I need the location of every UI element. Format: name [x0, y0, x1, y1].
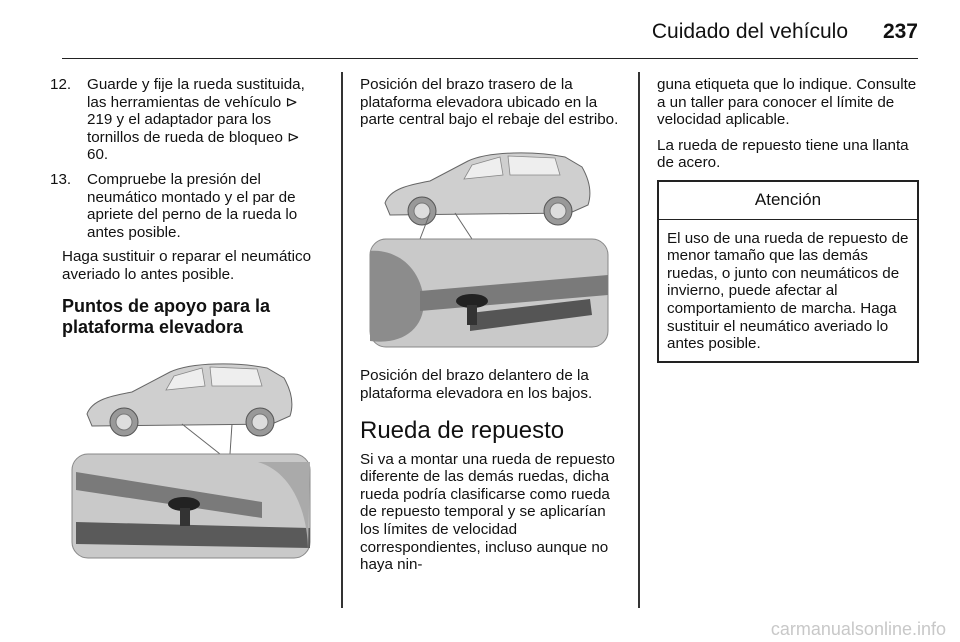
- rear-lift-point-illustration: [62, 352, 312, 560]
- notice-box: [657, 180, 919, 363]
- front-lift-point-illustration: [360, 141, 610, 349]
- column-divider: [638, 72, 640, 608]
- page-number: 237: [882, 20, 918, 43]
- paragraph: Haga sustituir o reparar el neumático averiado lo antes posible.: [62, 248, 312, 283]
- paragraph: La rueda de repuesto tiene una llanta de acero.: [657, 136, 909, 172]
- paragraph: Posición del brazo trasero de la plataforma elevadora ubicado en la parte central bajo el rebaje del estribo.: [360, 76, 619, 129]
- list-item: [50, 76, 324, 164]
- list-item: [50, 170, 324, 241]
- column-1: [50, 76, 324, 578]
- list-text: Compruebe la presión del neumático montado y el par de apriete del perno de la rueda lo antes posible.: [87, 170, 298, 241]
- list-number: 13.: [50, 170, 72, 188]
- notice-body: El uso de una rueda de repuesto de menor tamaño que las demás ruedas, o junto con neumáticos de invierno, puede afectar al comportamiento de marcha. Haga sustituir el neumático averiado lo antes posible.: [667, 229, 909, 353]
- notice-title: Atención: [659, 182, 917, 220]
- subheading: Puntos de apoyo para la plataforma elevadora: [62, 295, 271, 337]
- column-2: [360, 76, 622, 582]
- column-divider: [341, 72, 343, 608]
- watermark: carmanualsonline.info: [770, 619, 946, 639]
- list-text: Guarde y fije la rueda sustituida, las herramientas de vehículo ⊳ 219 y el adaptador para los tornillos de rueda de bloqueo ⊳ 60.: [87, 76, 305, 164]
- section-title: Cuidado del vehículo: [651, 20, 848, 43]
- page-header: [62, 14, 918, 59]
- column-3: [657, 76, 919, 363]
- paragraph: Si va a montar una rueda de repuesto diferente de las demás ruedas, dicha rueda podría clasificarse como rueda de repuesto temporal y se aplicarían los límites de velocidad correspondientes, incluso aunque no haya nin-: [360, 450, 615, 574]
- section-heading: Rueda de repuesto: [360, 416, 565, 444]
- paragraph: Posición del brazo delantero de la plataforma elevadora en los bajos.: [360, 367, 593, 402]
- paragraph: guna etiqueta que lo indique. Consulte a un taller para conocer el límite de velocidad aplicable.: [657, 76, 917, 129]
- list-number: 12.: [50, 76, 72, 93]
